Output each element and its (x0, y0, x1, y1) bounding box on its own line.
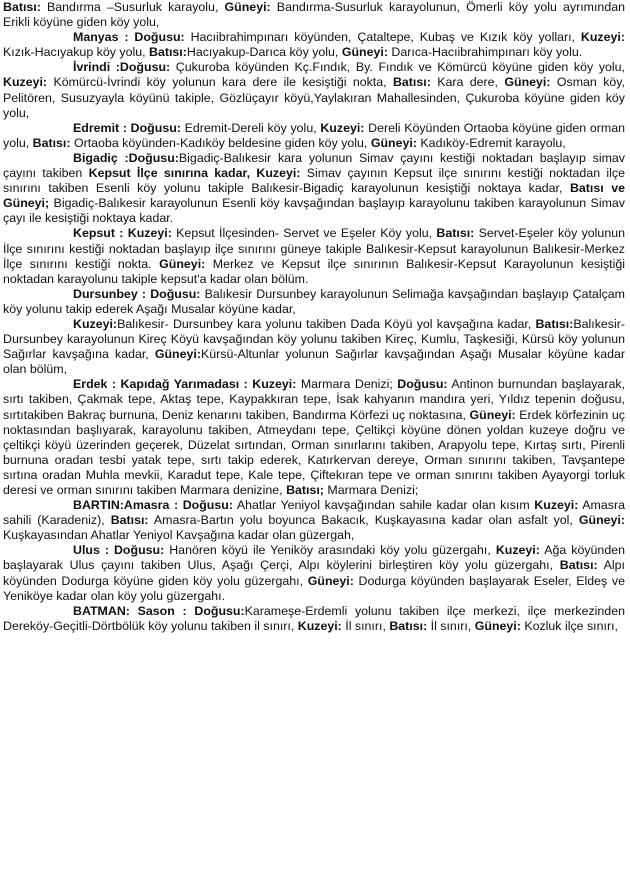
paragraph (3, 377, 625, 498)
bold-label: Erdek : Kapıdağ Yarımadası : Kuzeyi: (73, 377, 297, 392)
bold-label: Kuzeyi: (580, 30, 625, 45)
text-run: Amasra-Bartın yolu boyunca Bakacık, Kuşkayasına kadar olan asfalt yol, (148, 513, 579, 528)
paragraph (3, 151, 625, 226)
bold-label: BATMAN: Sason : Doğusu: (73, 603, 245, 618)
text-run: Balıkesir- Dursunbey kara yolunu takiben Dada Köyü yol kavşağına kadar, (117, 316, 536, 331)
text-run: Bandırma-Susurluk karayolunun, Ömerli köy yolu ayrımından Erikli köyüne giden köy yolu, (3, 0, 625, 30)
paragraph (3, 604, 625, 634)
text-run: Simav çayının Kepsut ilçe sınırını kestiği noktadan ilçe sınırını takiben Esenli köy yolunu takiple Balıkesir-Bigadiç karayolunun kesiştiği noktaya kadar, (3, 166, 625, 196)
bold-label: Kuzeyi: (297, 618, 342, 633)
bold-label: Kepsut İlçe sınırına kadar, Kuzeyi: (88, 166, 301, 181)
text-run: Servet-Eşeler köy yolunun İlçe sınırını kestiği noktadan başlayıp ilçe sınırını güneye takiple Balıkesir-Kepsut karayolunun Balıkesir-Merkez İlçe sınırını kestiği nokta. (3, 226, 625, 271)
bold-label: Ulus : Doğusu: (73, 543, 165, 558)
bold-label: Batısı: (110, 513, 149, 528)
bold-label: BARTIN:Amasra : Doğusu: (73, 498, 233, 513)
text-run: Dereli Köyünden Ortaoba köyüne giden orman yolu, (3, 120, 625, 150)
text-run: Edremit-Dereli köy yolu, (180, 120, 321, 135)
bold-label: Güneyi: (159, 256, 206, 271)
bold-label: Kuzeyi: (3, 75, 48, 90)
bold-label: Batısı: (3, 0, 41, 14)
text-run: Merkez ve Kepsut ilçe sınırının Balıkesir-Kepsut Karayolunun kesiştiği noktadan karayolunu takiple kepsut'a kadar olan bölüm. (3, 256, 625, 286)
text-run: Marmara Denizi; (323, 483, 419, 497)
text-run: Kadıköy-Edremit karayolu, (416, 135, 566, 150)
bold-label: Batısı: (149, 45, 187, 60)
bold-label: Güneyi: (474, 618, 521, 633)
bold-label: Kuzeyi: (73, 316, 118, 331)
text-run: Alpı köyünden Dodurga köyüne giden köy yolu güzergahı, (3, 558, 626, 588)
text-run: Dodurga köyünden başlayarak Eseler, Eldeş ve Yeniköye kadar olan köy yolu güzergahı. (3, 573, 625, 603)
text-run: İl sınırı, (341, 618, 390, 633)
bold-label: Batısı; (286, 483, 324, 497)
paragraph (3, 287, 625, 317)
bold-label: Batısı: (32, 135, 71, 150)
bold-label: Güneyi: (578, 513, 625, 528)
text-run: Kürsü-Altunlar yolunun Sağırlar kavşağından Aşağı Musalar köyüne kadar olan bölüm, (3, 347, 625, 377)
bold-label: Batısı: (436, 226, 475, 241)
bold-label: İvrindi :Doğusu: (73, 60, 171, 75)
bold-label: Batısı: (389, 618, 428, 633)
text-run: Erdek körfezinin uç noktasından başlıyarak, karayolunu takiben, Atmeydanı tepe, Çeltikçi köyüne dönen yoldan kuzeye doğru ve çeltikçi köyü üzerinden geçerek, Düzelat sırtından, Orman sınırlarını takiben, Arapyolu tepe, Kırtaş sırtı, Pirenli burnuna oradan tesbi yatak tepe, sırtı takip ederek, Katırkervan dereye, Orman sınırını takiben, Tavşantepe sırtına oradan Muhla mevkii, Karadut tepe, Kale tepe, Çiftekıran tepe ve orman sınırını takiben Ayayorgi torluk deresi ve orman sınırını takiben Marmara denizine, (3, 407, 625, 497)
text-run: Marmara Denizi; (296, 377, 398, 392)
text-run: Kozluk ilçe sınırı, (520, 618, 618, 633)
bold-label: Güneyi: (224, 0, 271, 14)
bold-label: Güneyi: (370, 135, 417, 150)
text-run: Ağa köyünden başlayarak Ulus çayını takiben Ulus, Aşağı Çerçi, Alpı köylerini birleştiren köy yolu güzergahı, (3, 543, 625, 573)
text-run: Kömürcü-İvrindi köy yolunun kara dere ile kesiştiği nokta, (47, 75, 393, 90)
paragraph (3, 317, 625, 377)
paragraph (3, 30, 625, 60)
text-run: Hacıibrahimpınarı köyünden, Çataltepe, Kubaş ve Kızık köy yolları, (184, 30, 581, 45)
text-run: Bigadiç-Balıkesir karayolunun Esenli köy kavşağından başlayıp karayolunu takiben karayolunun Simav çayı ile kesiştiği noktaya kadar. (3, 196, 625, 226)
text-run: Karameşe-Erdemli yolunu takiben ilçe merkezi, ilçe merkezinden Dereköy-Geçitli-Dörtbölük köy yolunu takiben il sınırı, (3, 603, 625, 633)
text-run: Kepsut İlçesinden- Servet ve Eşeler Köy yolu, (171, 226, 437, 241)
text-run: Bandırma –Susurluk karayolu, (40, 0, 225, 14)
text-run: Darıca-Hacıibrahimpınarı köy yolu. (387, 45, 583, 60)
bold-label: Kepsut : (73, 226, 124, 241)
bold-label: Kuzeyi: (534, 498, 579, 513)
text-run: Balıkesir-Dursunbey karayolunun Kireç Köyü kavşağından köy yolunu takiben Kireç, Kumlu, Taşkesiği, Kürsü köy yolunun Sağırlar kavşağına kadar, (3, 316, 625, 362)
bold-label: Kuzeyi: (127, 226, 172, 241)
text-run: İl sınırı, (427, 618, 475, 633)
paragraph (3, 543, 625, 603)
paragraph (3, 498, 625, 543)
text-run: Kuşkayasından Ahatlar Yeniyol Kavşağına kadar olan güzergah, (3, 528, 355, 543)
bold-label: Batısı: (535, 316, 574, 331)
bold-label: Bigadiç :Doğusu: (73, 150, 179, 165)
text-run: Osman köy, Pelitören, Susuzyayla köyünü takiple, Gözlüçayır köyü,Yaylakıran Mahallesinden, Çukuroba köyüne giden köy yolu, (3, 75, 625, 120)
text-run: Hacıyakup-Darıca köy yolu, (186, 45, 342, 60)
text-run: Ortaoba köyünden-Kadıköy beldesine giden köy yolu, (70, 135, 371, 150)
paragraph (3, 0, 625, 30)
text-run: Balıkesir Dursunbey karayolunun Selimağa kavşağından başlayıp Çatalçam köy yolunu takip ederek Aşağı Musalar köyüne kadar, (3, 286, 625, 316)
bold-label: Kuzeyi: (495, 543, 540, 558)
bold-label: Dursunbey : Doğusu: (73, 286, 201, 301)
bold-label: Güneyi: (341, 45, 388, 60)
text-run: Amasra sahili (Karadeniz), (3, 498, 625, 528)
bold-label: Güneyi: (469, 407, 516, 422)
bold-label: Manyas : Doğusu: (73, 30, 185, 45)
bold-label: Batısı ve Güneyi; (3, 181, 626, 211)
text-run: Hanören köyü ile Yeniköy arasındaki köy yolu güzergahı, (164, 543, 496, 558)
paragraph (3, 226, 625, 286)
text-run: Bigadiç-Balıkesir kara yolunun Simav çayını kestiği noktadan başlayıp simav çayını takiben (3, 150, 626, 181)
text-run: Kızık-Hacıyakup köy yolu, (3, 45, 149, 60)
bold-label: Batısı: (559, 558, 598, 573)
paragraph (3, 121, 625, 151)
bold-label: Doğusu: (397, 377, 448, 392)
text-run: Antinon burnundan başlayarak, sırtı takiben, Çakmak tepe, Aktaş tepe, Kaypakkıran tepe, İsak kahyanın mandıra yeri, Yıldız tepenin doğusu, sırtıtakiben Bakraç burnuna, Deniz kenarını takiben, Bandırma Körfezi uç noktasına, (3, 377, 625, 422)
bold-label: Edremit : Doğusu: (73, 120, 181, 135)
bold-label: Güneyi: (307, 573, 354, 588)
bold-label: Güneyi: (154, 347, 201, 362)
bold-label: Güneyi: (504, 75, 551, 90)
text-run: Kara dere, (430, 75, 505, 90)
paragraph (3, 60, 625, 120)
text-run: Çukuroba köyünden Kç.Fındık, By. Fındık ve Kömürcü köyüne giden köy yolu, (170, 60, 625, 75)
text-run: Ahatlar Yeniyol kavşağından sahile kadar olan kısım (232, 498, 535, 513)
bold-label: Kuzeyi: (320, 120, 365, 135)
bold-label: Batısı: (392, 75, 431, 90)
